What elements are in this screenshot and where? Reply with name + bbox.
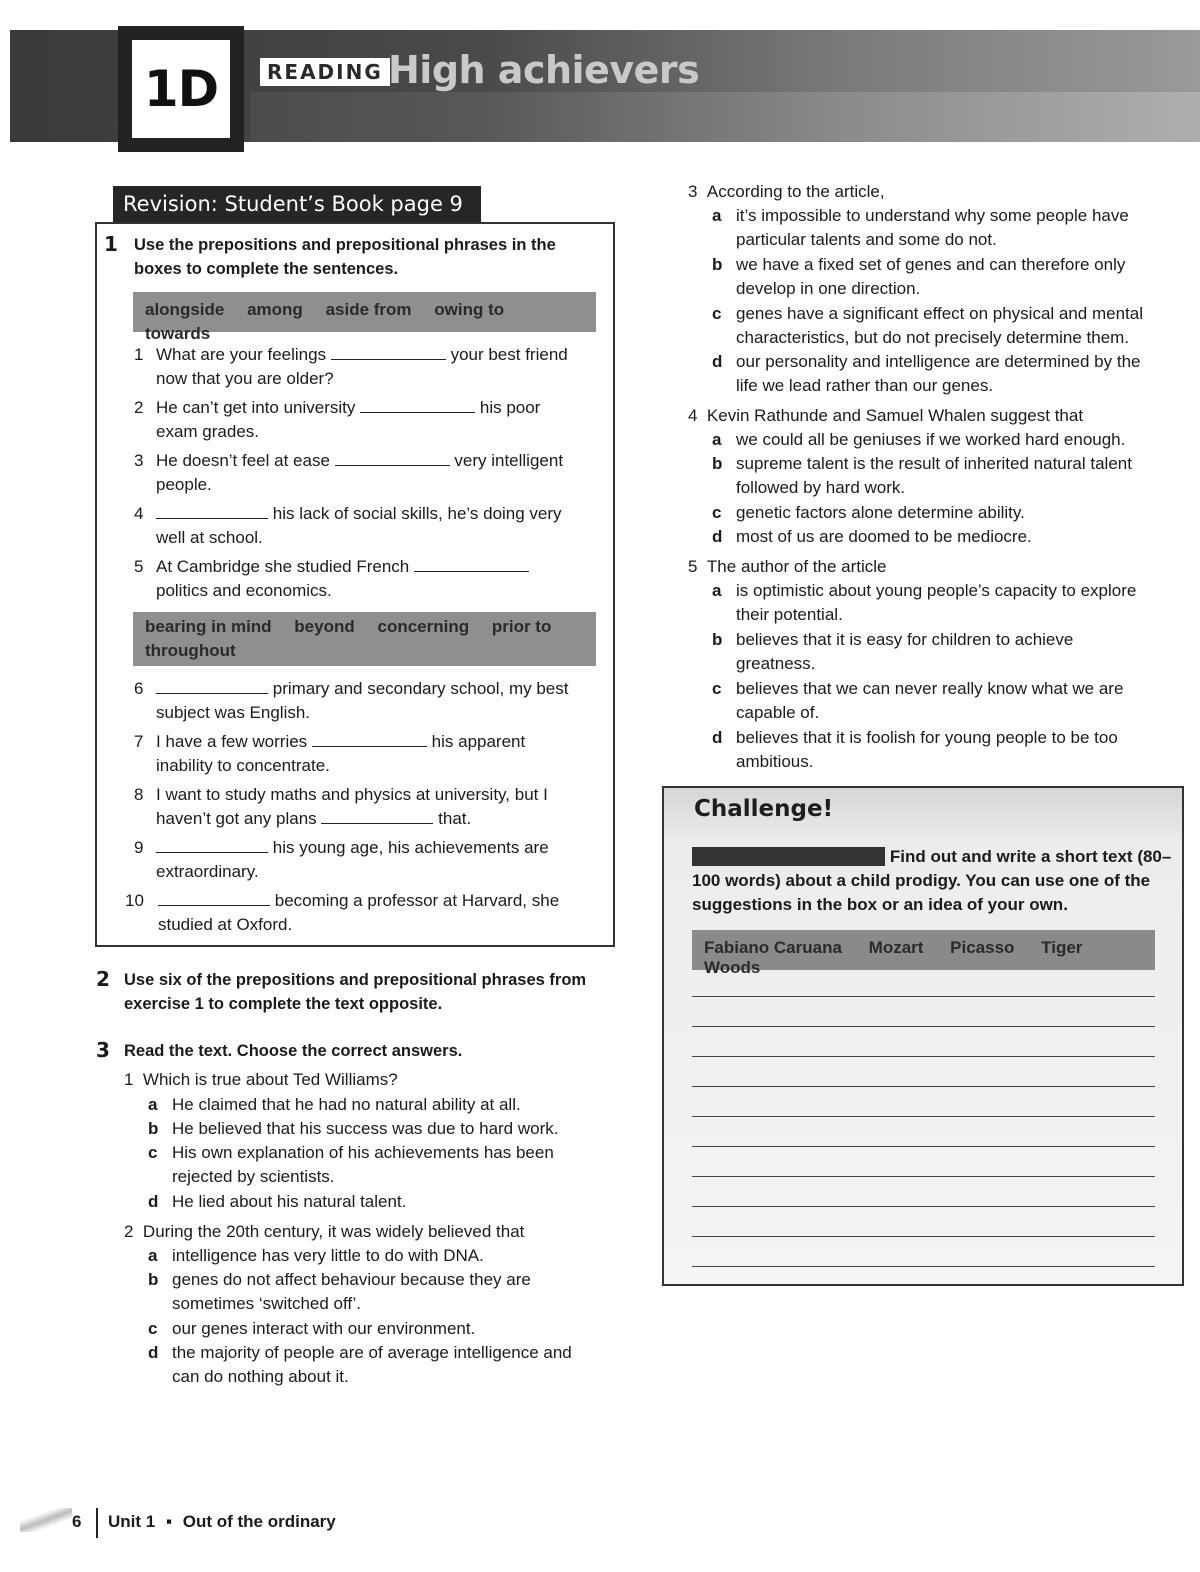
option-text: we have a fixed set of genes and can therefore only	[736, 255, 1126, 274]
question-number: 4	[688, 406, 698, 425]
option-text: followed by hard work.	[736, 478, 906, 497]
footer-divider	[96, 1508, 98, 1538]
item-text: primary and secondary school, my best	[272, 679, 569, 698]
item-number: 9	[134, 838, 144, 857]
question-text: The author of the article	[706, 557, 887, 576]
item-text: people.	[156, 475, 212, 494]
option-text: He lied about his natural talent.	[172, 1192, 407, 1211]
word-box-2-item: beyond	[294, 617, 355, 636]
question-number: 5	[688, 557, 698, 576]
option-text: He believed that his success was due to hard work.	[172, 1119, 559, 1138]
item-text: politics and economics.	[156, 581, 332, 600]
item-text: now that you are older?	[156, 369, 334, 388]
item-text: At Cambridge she studied French	[156, 557, 410, 576]
revision-label: Revision: Student’s Book page 9	[113, 186, 481, 224]
item-number: 4	[134, 504, 144, 523]
word-box-1-item: towards	[145, 324, 211, 343]
option-text: it’s impossible to understand why some people have	[736, 206, 1129, 225]
footer-topic: Out of the ordinary	[182, 1512, 336, 1531]
item-text: I have a few worries	[156, 732, 308, 751]
footer-unit-label: Unit 1	[108, 1512, 156, 1531]
exercise-2-number: 2	[96, 967, 110, 991]
question-2	[124, 1220, 524, 1244]
challenge-word: Tiger Woods	[704, 938, 1083, 977]
word-box-2-item: throughout	[145, 641, 236, 660]
item-text: that.	[438, 809, 472, 828]
unit-code: 1D	[132, 40, 230, 138]
exercise-3-instruction: Read the text. Choose the correct answers.	[124, 1042, 463, 1060]
writing-line[interactable]	[692, 1266, 1155, 1267]
writing-line[interactable]	[692, 996, 1155, 997]
item-number: 8	[134, 785, 144, 804]
item-text: well at school.	[156, 528, 263, 547]
option-text: their potential.	[736, 605, 843, 624]
item-text: He doesn’t feel at ease	[156, 451, 330, 470]
exercise-3-number: 3	[96, 1038, 110, 1062]
option-c[interactable]: c believes that we can never really know what we are capable of.	[712, 677, 1187, 725]
word-box-1-item: alongside	[145, 300, 225, 319]
option-d[interactable]: d believes that it is foolish for young people to be too ambitious.	[712, 726, 1187, 774]
writing-line[interactable]	[692, 1236, 1155, 1237]
item-text: becoming a professor at Harvard, she	[274, 891, 560, 910]
item-text: subject was English.	[156, 703, 311, 722]
item-text: I want to study maths and physics at university, but I	[156, 785, 548, 804]
option-d[interactable]: d the majority of people are of average intelligence and can do nothing about it.	[148, 1341, 613, 1389]
word-box-1-item: owing to	[434, 300, 505, 319]
word-box-2-item: prior to	[491, 617, 552, 636]
challenge-title: Challenge!	[694, 796, 834, 822]
item-text: his apparent	[431, 732, 526, 751]
word-box-2	[133, 612, 596, 666]
option-text: is optimistic about young people’s capacity to explore	[736, 581, 1137, 600]
question-number: 1	[124, 1070, 134, 1089]
challenge-word: Fabiano Caruana	[704, 938, 842, 957]
option-text: believes that it is foolish for young people to be too	[736, 728, 1118, 747]
item-text: What are your feelings	[156, 345, 327, 364]
answer-blank[interactable]	[158, 890, 270, 906]
item-text: his young age, his achievements are	[272, 838, 549, 857]
writing-line[interactable]	[692, 1056, 1155, 1057]
option-text: can do nothing about it.	[172, 1367, 349, 1386]
question-text: During the 20th century, it was widely believed that	[142, 1222, 525, 1241]
writing-line[interactable]	[692, 1026, 1155, 1027]
page-title: High achievers	[388, 48, 700, 92]
option-text: capable of.	[736, 703, 820, 722]
item-text: very intelligent	[454, 451, 564, 470]
answer-blank[interactable]	[360, 397, 475, 413]
option-d[interactable]: d our personality and intelligence are determined by the life we lead rather than our genes.	[712, 350, 1187, 398]
challenge-word: Picasso	[950, 938, 1015, 957]
challenge-word: Mozart	[868, 938, 924, 957]
item-text: your best friend	[450, 345, 568, 364]
option-a[interactable]: a it’s impossible to understand why some people have particular talents and some do not.	[712, 204, 1187, 252]
option-text: genes do not affect behaviour because they are	[172, 1270, 531, 1289]
option-text: life we lead rather than our genes.	[736, 376, 994, 395]
option-b[interactable]: b genes do not affect behaviour because they are sometimes ‘switched off’.	[148, 1268, 608, 1316]
writing-line[interactable]	[692, 1086, 1155, 1087]
writing-line[interactable]	[692, 1146, 1155, 1147]
option-text: our personality and intelligence are determined by the	[736, 352, 1141, 371]
question-3	[688, 180, 885, 204]
option-a[interactable]: a is optimistic about young people’s capacity to explore their potential.	[712, 579, 1187, 627]
option-text: believes that we can never really know what we are	[736, 679, 1124, 698]
option-text: supreme talent is the result of inherited natural talent	[736, 454, 1132, 473]
question-number: 3	[688, 182, 698, 201]
option-c[interactable]: c genes have a significant effect on physical and mental characteristics, but do not precisely determine them.	[712, 302, 1187, 350]
option-b[interactable]: b we have a fixed set of genes and can therefore only develop in one direction.	[712, 253, 1187, 301]
question-1	[124, 1068, 398, 1092]
item-text: his lack of social skills, he’s doing very	[272, 504, 562, 523]
item-number: 5	[134, 557, 144, 576]
option-text: He claimed that he had no natural ability at all.	[172, 1095, 521, 1114]
item-text: haven’t got any plans	[156, 809, 317, 828]
question-text: Kevin Rathunde and Samuel Whalen suggest that	[706, 406, 1084, 425]
word-box-2-item: concerning	[377, 617, 470, 636]
challenge-text-line: suggestions in the box or an idea of your own.	[692, 895, 1068, 914]
answer-blank[interactable]	[156, 503, 268, 519]
word-box-1-item: aside from	[325, 300, 412, 319]
item-text: He can’t get into university	[156, 398, 356, 417]
exercise-2-line2: exercise 1 to complete the text opposite.	[124, 995, 443, 1013]
challenge-word-box	[692, 930, 1155, 977]
word-box-1-item: among	[247, 300, 303, 319]
item-number: 6	[134, 679, 144, 698]
answer-blank[interactable]	[156, 837, 268, 853]
question-text: Which is true about Ted Williams?	[142, 1070, 398, 1089]
answer-blank[interactable]	[331, 344, 446, 360]
challenge-instruction	[692, 845, 1172, 917]
writing-line[interactable]	[692, 1206, 1155, 1207]
question-4	[688, 404, 1083, 428]
option-text: develop in one direction.	[736, 279, 921, 298]
option-text: believes that it is easy for children to achieve	[736, 630, 1074, 649]
option-text: intelligence has very little to do with DNA.	[172, 1246, 484, 1265]
unit-code-box	[118, 26, 244, 152]
exercise-1-instruction-line2: boxes to complete the sentences.	[134, 260, 399, 278]
item-number: 10	[125, 891, 144, 910]
option-b[interactable]: b supreme talent is the result of inherited natural talent followed by hard work.	[712, 452, 1187, 500]
option-text: rejected by scientists.	[172, 1167, 335, 1186]
word-box-1	[133, 292, 596, 343]
option-text: we could all be geniuses if we worked hard enough.	[736, 430, 1126, 449]
writing-line[interactable]	[692, 1116, 1155, 1117]
word-box-2-item: bearing in mind	[145, 617, 272, 636]
question-5	[688, 555, 886, 579]
answer-blank[interactable]	[414, 556, 529, 572]
item-text: exam grades.	[156, 422, 259, 441]
challenge-text-line: 100 words) about a child prodigy. You can use one of the	[692, 871, 1151, 890]
question-number: 2	[124, 1222, 134, 1241]
option-text: ambitious.	[736, 752, 814, 771]
item-text: studied at Oxford.	[158, 915, 293, 934]
item-number: 7	[134, 732, 144, 751]
option-text: most of us are doomed to be mediocre.	[736, 527, 1032, 546]
item-number: 2	[134, 398, 144, 417]
option-text: genes have a significant effect on physical and mental	[736, 304, 1144, 323]
option-text: characteristics, but do not precisely determine them.	[736, 328, 1130, 347]
challenge-text-line: Find out and write a short text (80–	[889, 847, 1172, 866]
answer-blank[interactable]	[321, 808, 433, 824]
footer-swoosh-decoration	[20, 1508, 72, 1532]
item-text: extraordinary.	[156, 862, 259, 881]
option-text: genetic factors alone determine ability.	[736, 503, 1025, 522]
answer-blank[interactable]	[335, 450, 450, 466]
exercise-1-instruction-line1: Use the prepositions and prepositional phrases in the	[134, 236, 556, 254]
option-text: sometimes ‘switched off’.	[172, 1294, 361, 1313]
item-number: 3	[134, 451, 144, 470]
item-text: inability to concentrate.	[156, 756, 330, 775]
question-text: According to the article,	[706, 182, 885, 201]
writing-line[interactable]	[692, 1176, 1155, 1177]
option-text: particular talents and some do not.	[736, 230, 997, 249]
option-text: greatness.	[736, 654, 816, 673]
option-text: His own explanation of his achievements has been	[172, 1143, 554, 1162]
option-c[interactable]: c His own explanation of his achievements has been rejected by scientists.	[148, 1141, 608, 1189]
option-b[interactable]: b believes that it is easy for children to achieve greatness.	[712, 628, 1187, 676]
internet-research-tag: INTERNET RESEARCH	[692, 847, 885, 866]
option-text: our genes interact with our environment.	[172, 1319, 476, 1338]
exercise-1-number: 1	[104, 232, 118, 256]
footer-bullet: ▪	[165, 1512, 172, 1531]
answer-blank[interactable]	[312, 731, 427, 747]
section-tag: READING	[260, 58, 390, 86]
item-text: his poor	[479, 398, 541, 417]
option-text: the majority of people are of average intelligence and	[172, 1343, 572, 1362]
answer-blank[interactable]	[156, 678, 268, 694]
exercise-2-line1: Use six of the prepositions and prepositional phrases from	[124, 971, 587, 989]
footer-unit	[108, 1512, 336, 1532]
item-number: 1	[134, 345, 144, 364]
page-number: 6	[72, 1512, 82, 1531]
